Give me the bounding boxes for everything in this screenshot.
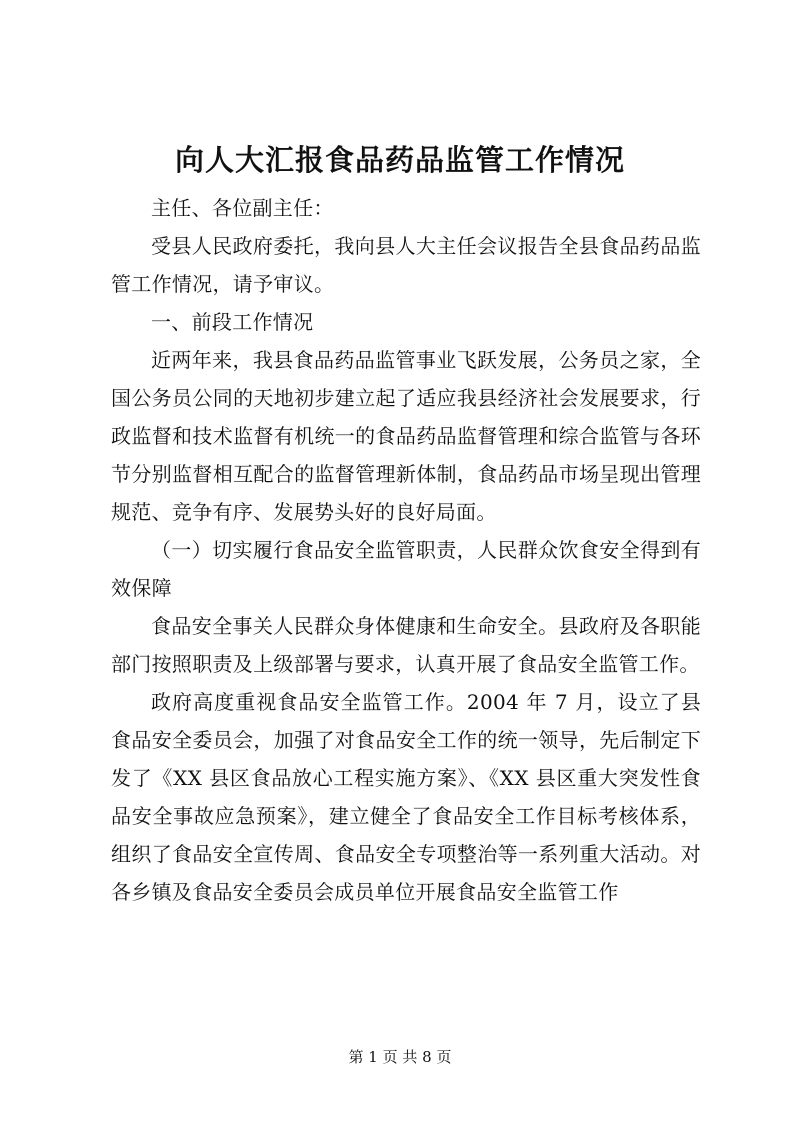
government-work-paragraph: 政府高度重视食品安全监管工作。2004 年 7 月，设立了县食品安全委员会，加强了对食品安全工作的统一领导，先后制定下发了《XX 县区食品放心工程实施方案》、《XX 县区重大突发性食品安全事故应急预案》，建立健全了食品安全工作目标考核体系，组织了食品安全宣传周、食品安全专项整治等一系列重大活动。对各乡镇及食品安全委员会成员单位开展食品安全监管工作 bbox=[111, 690, 701, 904]
page-footer: 第 1 页 共 8 页 bbox=[348, 1048, 452, 1066]
food-safety-paragraph: 食品安全事关人民群众身体健康和生命安全。县政府及各职能部门按照职责及上级部署与要求，认真开展了食品安全监管工作。 bbox=[111, 614, 701, 676]
intro-paragraph: 受县人民政府委托，我向县人大主任会议报告全县食品药品监管工作情况，请予审议。 bbox=[111, 234, 701, 296]
document-title: 向人大汇报食品药品监管工作情况 bbox=[174, 143, 625, 177]
salutation-paragraph: 主任、各位副主任： bbox=[151, 196, 334, 220]
section-heading: 一、前段工作情况 bbox=[151, 310, 314, 334]
document-body bbox=[111, 189, 701, 911]
overview-paragraph: 近两年来，我县食品药品监管事业飞跃发展，公务员之家，全国公务员公同的天地初步建立起了适应我县经济社会发展要求，行政监督和技术监督有机统一的食品药品监督管理和综合监管与各环节分别监督相互配合的监督管理新体制，食品药品市场呈现出管理规范、竞争有序、发展势头好的良好局面。 bbox=[111, 348, 701, 524]
subsection-heading: （一）切实履行食品安全监管职责，人民群众饮食安全得到有效保障 bbox=[111, 538, 701, 600]
